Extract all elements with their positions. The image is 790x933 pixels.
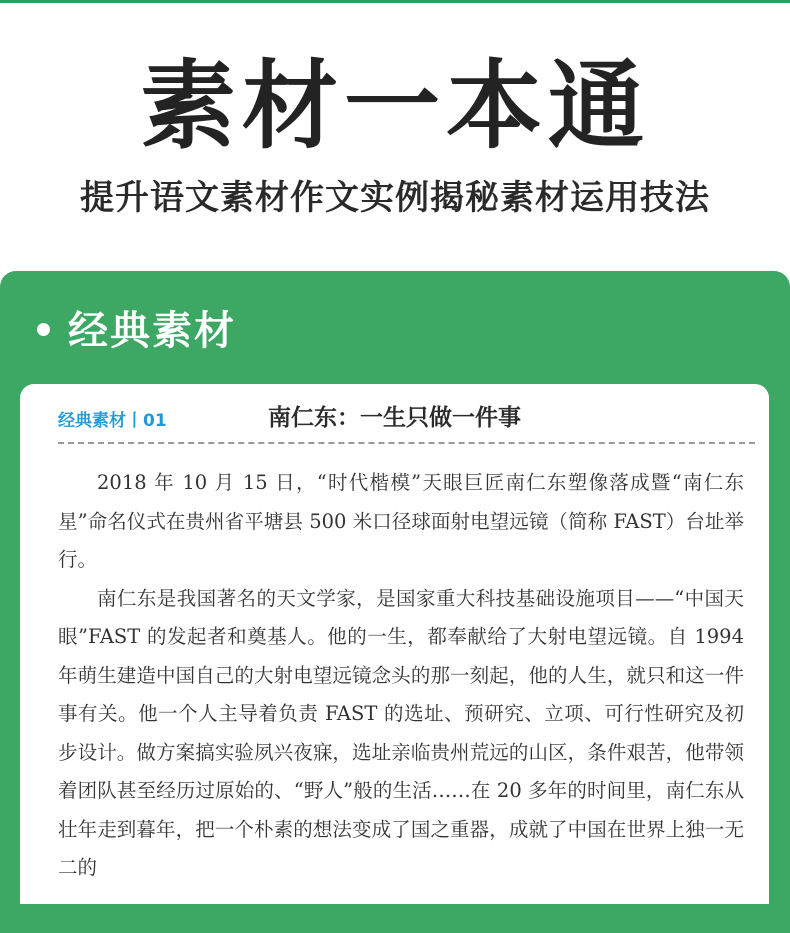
page-title: 素材一本通	[140, 50, 650, 162]
card-title: 南仁东：一生只做一件事	[268, 405, 521, 431]
page-subtitle: 提升语文素材作文实例揭秘素材运用技法	[80, 178, 710, 218]
dashed-divider	[58, 442, 755, 444]
section-heading: 经典素材	[68, 308, 236, 354]
top-rule	[0, 0, 790, 3]
body-paragraph-2: 南仁东是我国著名的天文学家，是国家重大科技基础设施项目——“中国天眼”FAST 的发起者和奠基人。他的一生，都奉献给了大射电望远镜。自 1994 年萌生建造中国自己的大射电望远镜念头的那一刻起，他的人生，就只和这一件事有关。他一个人主导着负责 FAST 的选址、预研究、立项、可行性研究及初步设计。做方案搞实验夙兴夜寐，选址亲临贵州荒远的山区，条件艰苦，他带领着团队甚至经历过原始的、“野人”般的生活……在 20 多年的时间里，南仁东从壮年走到暮年，把一个朴素的想法变成了国之重器，成就了中国在世界上独一无二的	[58, 586, 744, 879]
body-paragraph-1: 2018 年 10 月 15 日，“时代楷模”天眼巨匠南仁东塑像落成暨“南仁东星”命名仪式在贵州省平塘县 500 米口径球面射电望远镜（简称 FAST）台址举行。	[58, 471, 744, 571]
card-tag: 经典素材丨01	[58, 411, 167, 431]
bullet-dot-icon	[37, 323, 50, 336]
bottom-band	[0, 904, 790, 933]
card-body	[58, 464, 744, 888]
